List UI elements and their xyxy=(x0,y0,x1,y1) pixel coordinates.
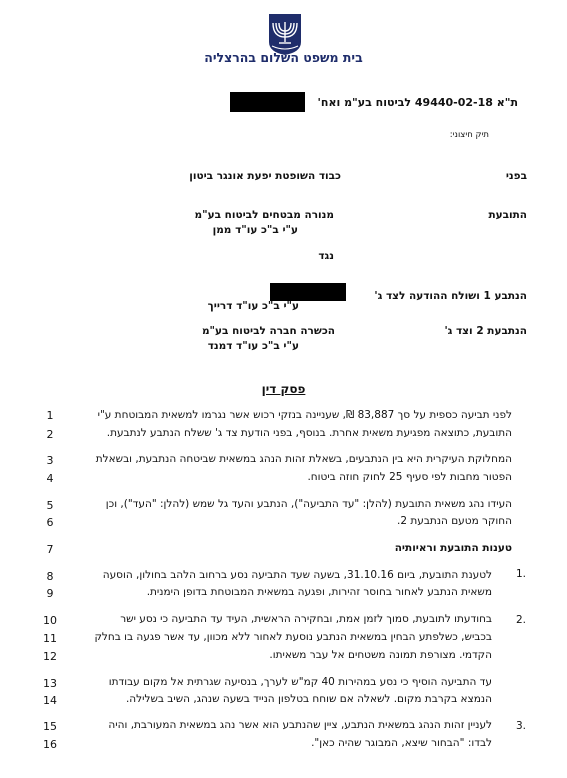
body-line: לבדו: "הבחור שיצא, המבוגר שהיה כאן". xyxy=(311,737,492,749)
line-number: 10 xyxy=(43,614,57,627)
line-number: 5 xyxy=(46,499,54,512)
document-title: פסק דין xyxy=(261,382,306,396)
plaintiff-counsel: ע"י ב"כ עו"ד ממן xyxy=(212,224,298,236)
line-number: 13 xyxy=(43,677,57,690)
defendant2-name: הכשרה חברה לביטוח בע"מ xyxy=(201,325,335,337)
defendant1-label: הנתבע 1 ושולח ההודעה לצד ג' xyxy=(374,290,527,302)
line-number: 9 xyxy=(46,587,54,600)
item-number: 2. xyxy=(515,614,526,626)
body-line: משאית הנתבע לאחור בחוסר זהירות, ופגעה במשאית המבוטחת בדופן הימנית. xyxy=(146,586,492,598)
item-number: 3. xyxy=(515,720,526,732)
line-number: 11 xyxy=(43,632,57,645)
body-line: הפטור מחבות לפי סעיף 25 לחוק חוזה ביטוח. xyxy=(307,471,512,483)
body-line: התובעת, כתוצאה מפגיעת משאית אחרת. בנוסף, בפני הודעת צד ג' ששלח הנתבע לנתבעת. xyxy=(106,427,512,439)
line-number: 1 xyxy=(46,409,54,422)
line-number: 15 xyxy=(43,720,57,733)
line-number: 6 xyxy=(46,516,54,529)
case-number: ת"א 49440-02-18 לביטוח בע"מ ואח' xyxy=(317,96,518,109)
line-number: 8 xyxy=(46,570,54,583)
line-number: 16 xyxy=(43,738,57,751)
defendant1-counsel: ע"י ב"כ עו"ד דרייך xyxy=(207,300,299,312)
defendant2-label: הנתבעת 2 וצד ג' xyxy=(444,325,527,337)
line-number: 12 xyxy=(43,650,57,663)
line-number: 7 xyxy=(46,543,54,556)
body-line: המחלוקת העיקרית היא בין הנתבעים, בשאלת זהות הנהג במשאית שביטחה הנתבעת, ובשאלת xyxy=(95,453,512,465)
body-line: לטענת התובעת, ביום 31.10.16, בשעה שעד התביעה נסע ברחוב הלהב בחולון, הוסעה xyxy=(102,569,492,581)
line-number: 3 xyxy=(46,454,54,467)
body-line: החוקר מטעם הנתבעת 2. xyxy=(397,515,512,527)
body-line: העידו נהג משאית התובעת (להלן: "עד התביעה"), הנתבע והעד גל שמש (להלן: "העד"), וכן xyxy=(105,498,512,510)
court-name: בית משפט השלום בהרצליה xyxy=(204,50,363,65)
body-line: עד התביעה הוסיף כי נסע במהירות 40 קמ"ש לערך, בנסיעה שגרתית אל מקום עבודתו xyxy=(108,676,492,688)
body-line: בכביש, כשלפתע הבחין במשאית הנתבע נוסעת לאחור ללא מכוון, עד אשר פגעה בו בחלק xyxy=(94,631,492,643)
section-heading: טענות התובעת וראיותיה xyxy=(394,542,512,554)
line-number: 14 xyxy=(43,694,57,707)
judge-name: כבוד השופטת יפעת אונגר ביטון xyxy=(189,170,341,182)
defendant2-counsel: ע"י ב"כ עו"ד דמנד xyxy=(207,340,299,352)
body-line: בחודעתו לתובעת, סמוך לזמן אמת, ובחקירה הראשית, העיד עד התביעה כי נסע ישר xyxy=(120,613,492,625)
body-line: הקדמי. מצורפת תמונה משטחים אל עבר משאיתו. xyxy=(269,649,492,661)
versus-label: נגד xyxy=(318,250,334,262)
plaintiff-name: מנורה מבטחים לביטוח בע"מ xyxy=(194,209,334,221)
line-number: 2 xyxy=(46,428,54,441)
before-label: בפני xyxy=(505,170,527,182)
body-line: לפני תביעה כספית על סך 83,887 ₪, שעניינה בנזקי רכוש אשר נגרמו למשאית המבוטחת ע"י xyxy=(97,409,512,421)
line-number: 4 xyxy=(46,472,54,485)
external-file-label: תיק חיצוני: xyxy=(449,130,489,140)
plaintiff-label: התובעת xyxy=(488,209,527,221)
body-line: הנמצא בקרבת מקום. לשאלה אם שוחח בטלפון הנייד בשעה שנהג, השיב בשלילה. xyxy=(125,693,492,705)
redaction-block xyxy=(270,283,346,301)
redaction-block xyxy=(230,92,305,112)
body-line: לעניין זהות הנהג במשאית הנתבע, ציין שהנתבע הוא אשר נהג במשאית המעורבת, והיה xyxy=(108,719,492,731)
item-number: 1. xyxy=(515,568,526,580)
